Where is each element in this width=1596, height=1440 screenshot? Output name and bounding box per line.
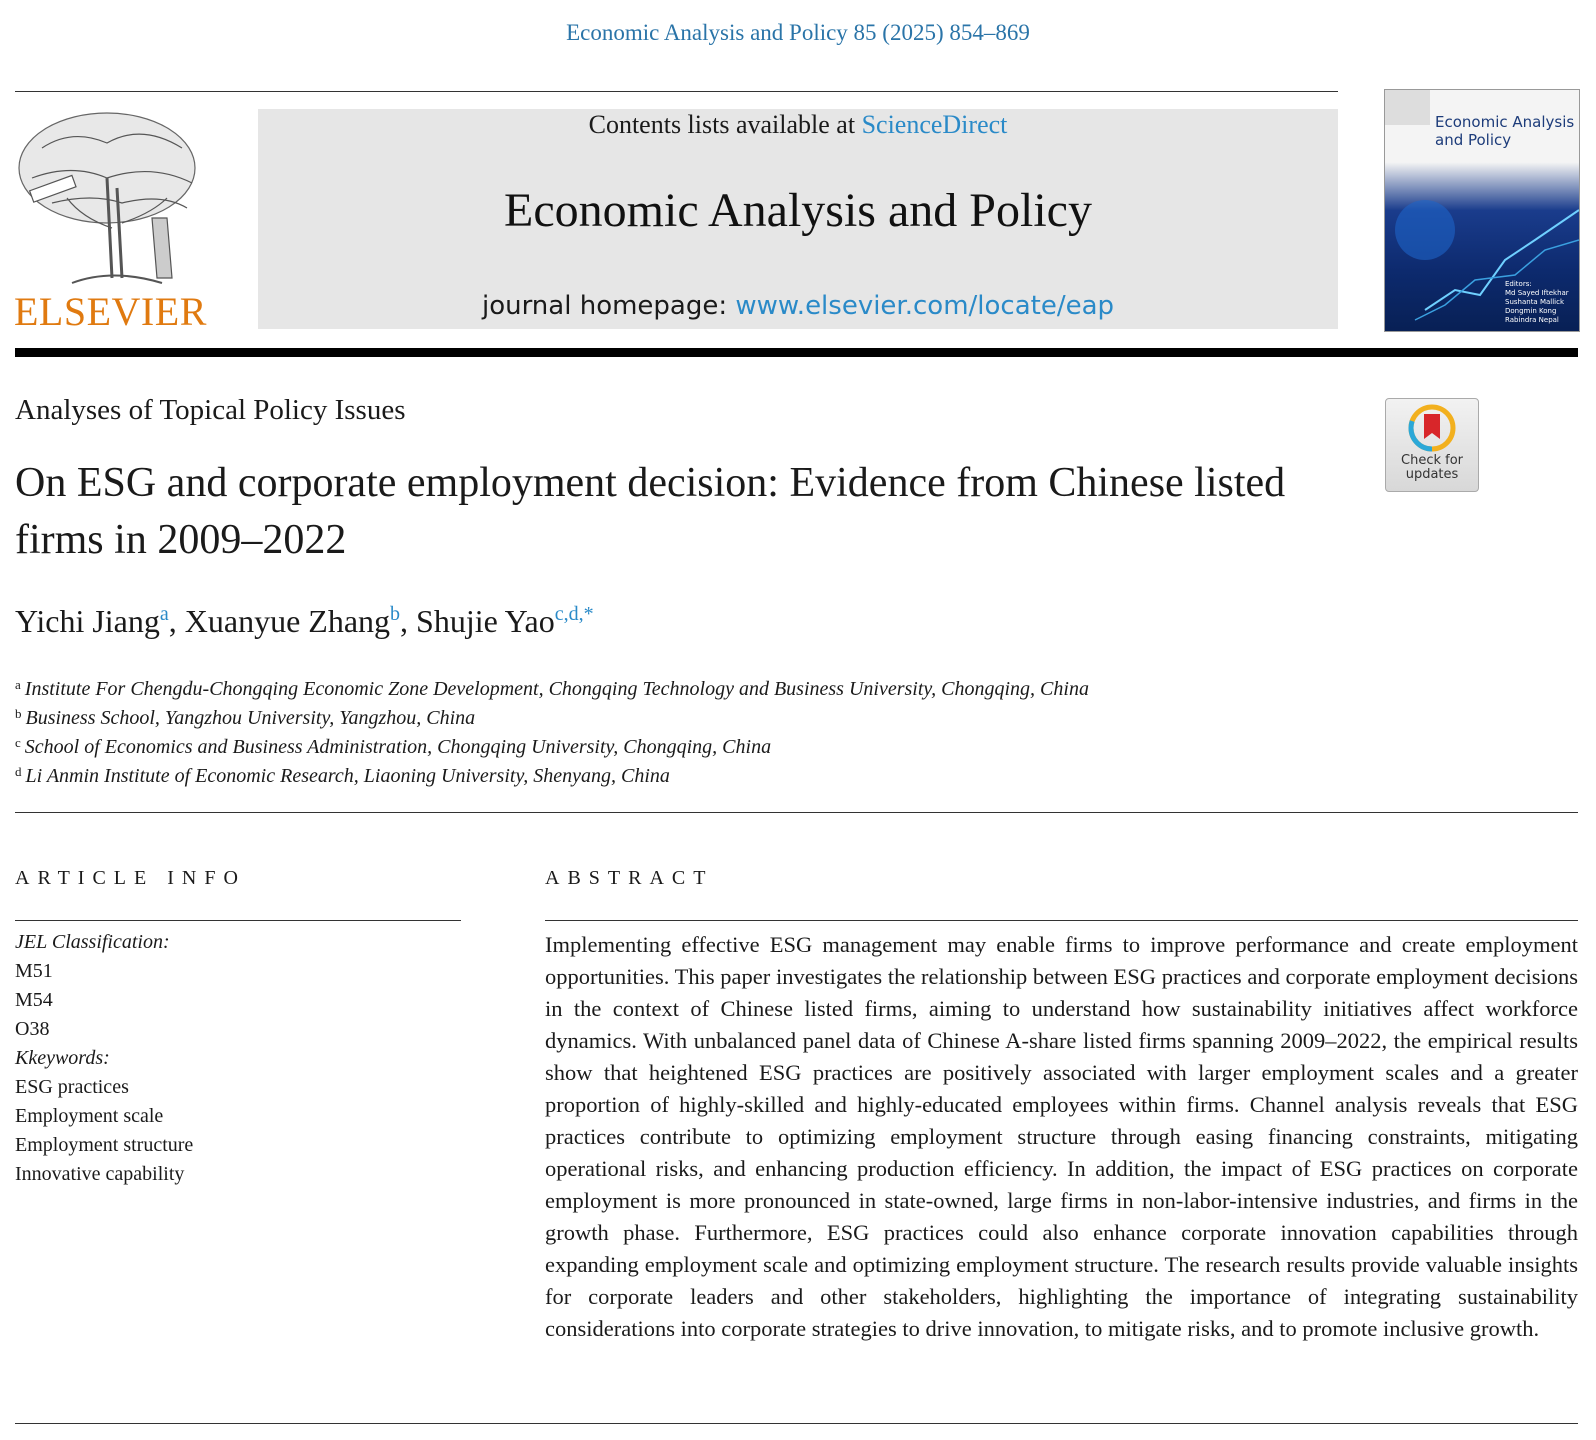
affiliation-text: Institute For Chengdu-Chongqing Economic Zone Development, Chongqing Technology and Business University, Chongqing, China: [24, 678, 1089, 700]
jel-code: O38: [15, 1018, 50, 1040]
author-affiliation-link[interactable]: a: [159, 603, 169, 625]
affiliation-mark: c: [15, 735, 21, 750]
elsevier-wordmark: ELSEVIER: [14, 289, 207, 334]
keywords-heading: Kkeywords:: [15, 1047, 110, 1069]
abstract-rule: [545, 920, 1578, 921]
author-affiliation-link[interactable]: c,d,*: [554, 603, 594, 625]
journal-title: Economic Analysis and Policy: [504, 184, 1092, 237]
homepage-line: [258, 291, 1338, 321]
abstract-bottom-rule: [15, 1423, 1578, 1424]
author-name[interactable]: Xuanyue Zhang: [184, 603, 391, 639]
abstract-body: Implementing effective ESG management may enable firms to improve performance and create employment opportunities. This paper investigates the relationship between ESG practices and corporate employment decisions in the context of Chinese listed firms, aiming to understand how sustainability initiatives affect workforce dynamics. With unbalanced panel data of Chinese A-share listed firms spanning 2009–2022, the empirical results show that heightened ESG practices are positively associated with larger employment scales and a greater proportion of highly-skilled and highly-educated employees within firms. Channel analysis reveals that ESG practices contribute to optimizing employment structure through easing financing constraints, mitigating operational risks, and enhancing production efficiency. In addition, the impact of ESG practices on corporate employment is more pronounced in state-owned, large firms in non-labor-intensive industries, and firms in the growth phase. Furthermore, ESG practices could also enhance corporate innovation capabilities through expanding employment scale and optimizing employment structure. The research results provide valuable insights for corporate leaders and other stakeholders, highlighting the importance of integrating sustainability considerations into corporate strategies to drive innovation, to mitigate risks, and to promote inclusive growth.: [545, 932, 1578, 1341]
article-info-panel: [15, 928, 455, 1189]
affiliation-text: Li Anmin Institute of Economic Research, Liaoning University, Shenyang, China: [25, 765, 670, 787]
paper-title: On ESG and corporate employment decision: Evidence from Chinese listed firms in 2009–2022: [15, 460, 1286, 563]
jel-heading: JEL Classification:: [15, 931, 170, 953]
sciencedirect-link[interactable]: ScienceDirect: [861, 110, 1008, 139]
contents-prefix: Contents lists available at: [588, 110, 856, 139]
section-label: Analyses of Topical Policy Issues: [15, 394, 406, 426]
journal-homepage-link[interactable]: www.elsevier.com/locate/eap: [735, 291, 1115, 321]
keyword: Employment scale: [15, 1105, 164, 1127]
top-divider: [15, 91, 1338, 92]
affiliation-mark: d: [15, 764, 22, 779]
affiliation-text: Business School, Yangzhou University, Yangzhou, China: [25, 707, 476, 729]
abstract-heading: ABSTRACT: [545, 867, 714, 889]
masthead-bottom-rule: [15, 348, 1578, 357]
author-affiliation-link[interactable]: b: [390, 603, 401, 625]
jel-code: M54: [15, 989, 53, 1011]
header-divider: [15, 812, 1578, 813]
affiliation: [15, 728, 1315, 757]
keyword: ESG practices: [15, 1076, 129, 1098]
author-name[interactable]: Shujie Yao: [416, 603, 555, 639]
affiliation: [15, 757, 1315, 786]
author-list: Yichi Jiang$^a$, Xuanyue Zhang$^b$, Shujie Yao$^{c,d,*}$: [15, 603, 594, 639]
check-for-updates-button[interactable]: [1385, 398, 1479, 492]
author-name[interactable]: Yichi Jiang: [15, 603, 160, 639]
check-updates-icon: [1386, 399, 1478, 454]
article-info-heading: ARTICLE INFO: [15, 867, 246, 889]
affiliation-mark: a: [15, 677, 21, 692]
cover-editor: Dongmin Kong: [1505, 307, 1557, 315]
jel-code: M51: [15, 960, 53, 982]
keyword: Innovative capability: [15, 1163, 185, 1185]
cover-editor: Sushanta Mallick: [1505, 298, 1565, 306]
contents-line: [258, 110, 1338, 140]
cover-editors-label: Editors:: [1505, 280, 1532, 288]
check-updates-label: Check for updates: [1401, 453, 1463, 482]
article-info-rule: [15, 920, 461, 921]
affiliation-list: [15, 670, 1315, 786]
journal-cover-image[interactable]: [1384, 89, 1580, 332]
cover-editor: Rabindra Nepal: [1505, 316, 1559, 324]
cover-editors: [1505, 280, 1577, 325]
affiliation-text: School of Economics and Business Administration, Chongqing University, Chongqing, China: [24, 736, 772, 758]
affiliation: [15, 699, 1315, 728]
cover-title: Economic Analysis and Policy: [1435, 113, 1575, 149]
keyword: Employment structure: [15, 1134, 194, 1156]
homepage-prefix: journal homepage:: [481, 291, 728, 321]
journal-citation[interactable]: Economic Analysis and Policy 85 (2025) 854–869: [566, 20, 1030, 45]
affiliation: [15, 670, 1315, 699]
affiliation-mark: b: [15, 706, 22, 721]
cover-editor: Md Sayed Iftekhar: [1505, 289, 1569, 297]
